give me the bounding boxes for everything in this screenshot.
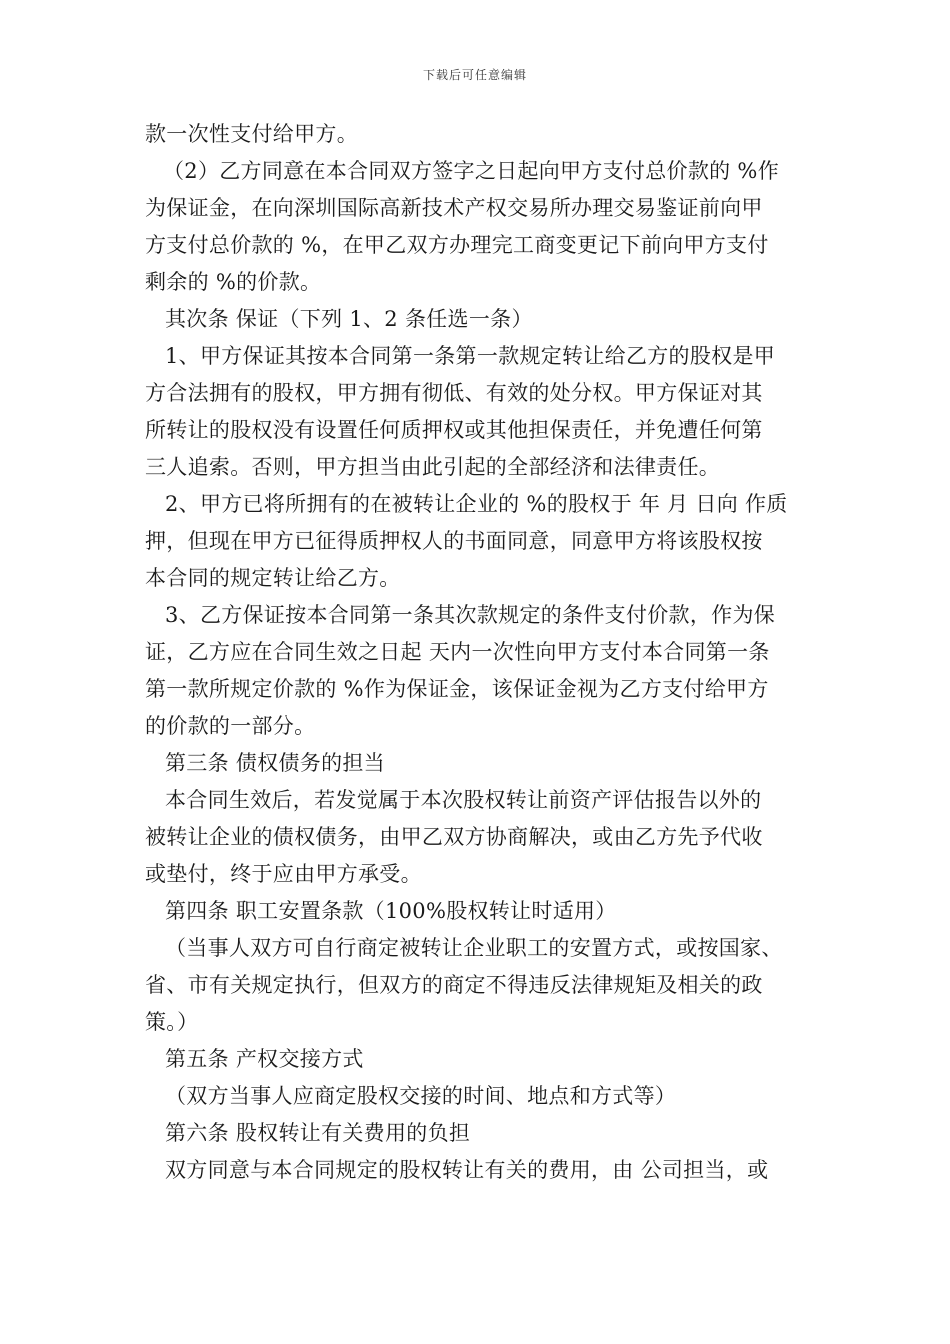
text-line: （当事人双方可自行商定被转让企业职工的安置方式，或按国家、 — [165, 936, 783, 960]
text-line: 本合同的规定转让给乙方。 — [145, 566, 401, 590]
text-line: 的价款的一部分。 — [145, 714, 316, 738]
text-line: 被转让企业的债权债务，由甲乙双方协商解决，或由乙方先予代收 — [145, 825, 763, 849]
text-line: 第四条 职工安置条款（100%股权转让时适用） — [165, 899, 617, 923]
text-line: （2）乙方同意在本合同双方签字之日起向甲方支付总价款的 %作 — [163, 159, 779, 183]
text-line: 省、市有关规定执行，但双方的商定不得违反法律规矩及相关的政 — [145, 973, 763, 997]
text-line: 2、甲方已将所拥有的在被转让企业的 %的股权于 年 月 日向 作质 — [165, 492, 788, 516]
page-header: 下载后可任意编辑 — [422, 68, 527, 82]
document-body — [145, 116, 810, 1189]
text-line: 方支付总价款的 %，在甲乙双方办理完工商变更记下前向甲方支付 — [145, 233, 769, 257]
text-line: 3、乙方保证按本合同第一条其次款规定的条件支付价款，作为保 — [165, 603, 776, 627]
text-line: 第五条 产权交接方式 — [165, 1047, 364, 1071]
text-line: 剩余的 %的价款。 — [145, 270, 322, 294]
text-line: 为保证金，在向深圳国际高新技术产权交易所办理交易鉴证前向甲 — [145, 196, 763, 220]
text-line: 双方同意与本合同规定的股权转让有关的费用，由 公司担当，或 — [165, 1158, 769, 1182]
text-line: 第三条 债权债务的担当 — [165, 751, 385, 775]
text-line: 证，乙方应在合同生效之日起 天内一次性向甲方支付本合同第一条 — [145, 640, 770, 664]
text-line: 三人追索。否则，甲方担当由此引起的全部经济和法律责任。 — [145, 455, 721, 479]
text-line: 款一次性支付给甲方。 — [145, 122, 358, 146]
text-line: 策。） — [145, 1010, 199, 1034]
text-line: 方合法拥有的股权，甲方拥有彻低、有效的处分权。甲方保证对其 — [145, 381, 763, 405]
text-line: 押，但现在甲方已征得质押权人的书面同意，同意甲方将该股权按 — [145, 529, 763, 553]
text-line: 所转让的股权没有设置任何质押权或其他担保责任，并免遭任何第 — [145, 418, 763, 442]
text-line: 或垫付，终于应由甲方承受。 — [145, 862, 422, 886]
text-line: 本合同生效后，若发觉属于本次股权转让前资产评估报告以外的 — [165, 788, 762, 812]
text-line: 第六条 股权转让有关费用的负担 — [165, 1121, 471, 1145]
text-line: 其次条 保证（下列 1、2 条任选一条） — [165, 307, 533, 331]
text-line: 第一款所规定价款的 %作为保证金，该保证金视为乙方支付给甲方 — [145, 677, 769, 701]
text-line: 1、甲方保证其按本合同第一条第一款规定转让给乙方的股权是甲 — [165, 344, 776, 368]
text-line: （双方当事人应商定股权交接的时间、地点和方式等） — [165, 1084, 677, 1108]
